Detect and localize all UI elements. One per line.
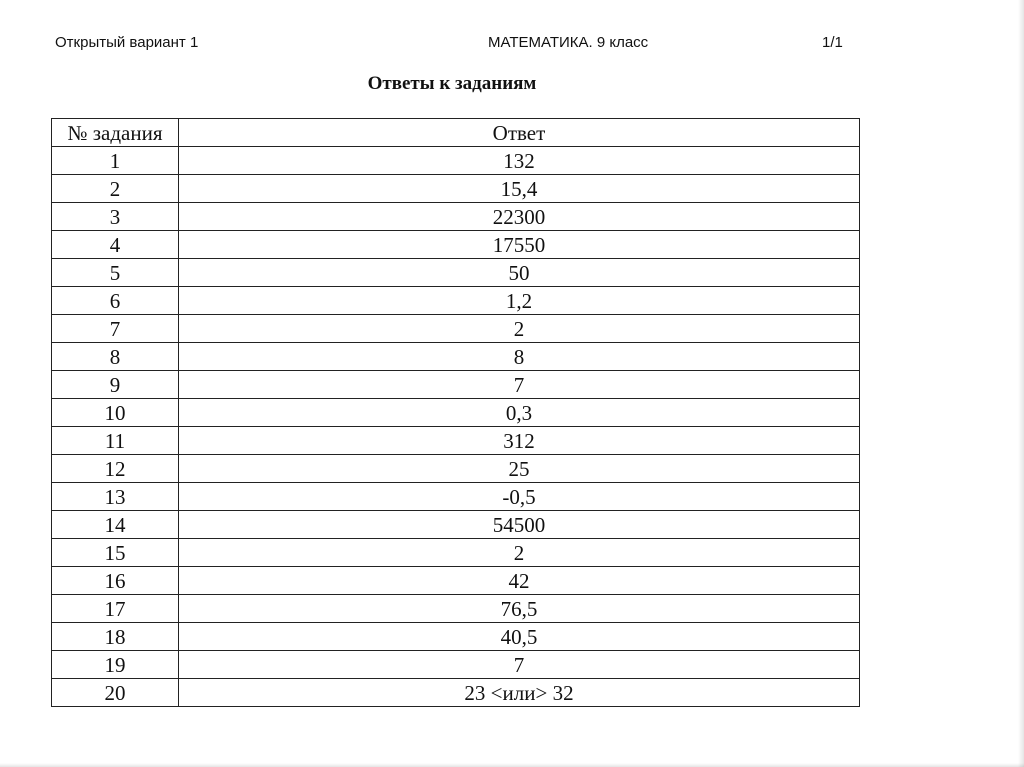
page-title: Ответы к заданиям xyxy=(367,73,537,94)
task-number-cell: 20 xyxy=(52,679,179,707)
answer-cell: 17550 xyxy=(179,231,860,259)
answer-cell: -0,5 xyxy=(179,483,860,511)
task-number-cell: 9 xyxy=(52,371,179,399)
answer-cell: 132 xyxy=(179,147,860,175)
table-row xyxy=(52,567,860,595)
table-row xyxy=(52,427,860,455)
answer-cell: 23 <или> 32 xyxy=(179,679,860,707)
answer-cell: 7 xyxy=(179,651,860,679)
answer-cell: 2 xyxy=(179,315,860,343)
answer-cell: 50 xyxy=(179,259,860,287)
answer-cell: 8 xyxy=(179,343,860,371)
task-number-cell: 1 xyxy=(52,147,179,175)
answer-cell: 312 xyxy=(179,427,860,455)
table-row xyxy=(52,623,860,651)
table-row xyxy=(52,287,860,315)
table-row xyxy=(52,147,860,175)
task-number-cell: 17 xyxy=(52,595,179,623)
answers-table xyxy=(51,118,860,707)
page-edge-shadow xyxy=(1018,0,1024,767)
answer-cell: 15,4 xyxy=(179,175,860,203)
table-row xyxy=(52,483,860,511)
table-row xyxy=(52,455,860,483)
task-number-cell: 4 xyxy=(52,231,179,259)
header-subject: МАТЕМАТИКА. 9 класс xyxy=(488,34,649,51)
header-page-number: 1/1 xyxy=(822,34,843,51)
task-number-cell: 2 xyxy=(52,175,179,203)
table-row xyxy=(52,203,860,231)
column-header-task-number: № задания xyxy=(52,119,179,147)
table-row xyxy=(52,651,860,679)
column-header-answer: Ответ xyxy=(179,119,860,147)
answer-cell: 22300 xyxy=(179,203,860,231)
answer-cell: 40,5 xyxy=(179,623,860,651)
answer-cell: 54500 xyxy=(179,511,860,539)
task-number-cell: 16 xyxy=(52,567,179,595)
task-number-cell: 11 xyxy=(52,427,179,455)
answer-cell: 76,5 xyxy=(179,595,860,623)
answer-cell: 2 xyxy=(179,539,860,567)
task-number-cell: 14 xyxy=(52,511,179,539)
task-number-cell: 3 xyxy=(52,203,179,231)
answer-cell: 0,3 xyxy=(179,399,860,427)
task-number-cell: 12 xyxy=(52,455,179,483)
answer-cell: 7 xyxy=(179,371,860,399)
answer-cell: 1,2 xyxy=(179,287,860,315)
table-row xyxy=(52,679,860,707)
table-row xyxy=(52,315,860,343)
table-row xyxy=(52,511,860,539)
table-row xyxy=(52,399,860,427)
task-number-cell: 10 xyxy=(52,399,179,427)
table-row xyxy=(52,231,860,259)
answer-cell: 25 xyxy=(179,455,860,483)
table-row xyxy=(52,539,860,567)
table-row xyxy=(52,595,860,623)
task-number-cell: 7 xyxy=(52,315,179,343)
table-row xyxy=(52,371,860,399)
task-number-cell: 5 xyxy=(52,259,179,287)
answers-table-body xyxy=(52,147,860,707)
header-variant: Открытый вариант 1 xyxy=(55,34,199,51)
task-number-cell: 8 xyxy=(52,343,179,371)
page-bottom-shadow xyxy=(0,763,1024,767)
task-number-cell: 15 xyxy=(52,539,179,567)
task-number-cell: 6 xyxy=(52,287,179,315)
table-row xyxy=(52,175,860,203)
table-header-row xyxy=(52,119,860,147)
task-number-cell: 13 xyxy=(52,483,179,511)
task-number-cell: 18 xyxy=(52,623,179,651)
task-number-cell: 19 xyxy=(52,651,179,679)
table-row xyxy=(52,343,860,371)
answer-cell: 42 xyxy=(179,567,860,595)
table-row xyxy=(52,259,860,287)
